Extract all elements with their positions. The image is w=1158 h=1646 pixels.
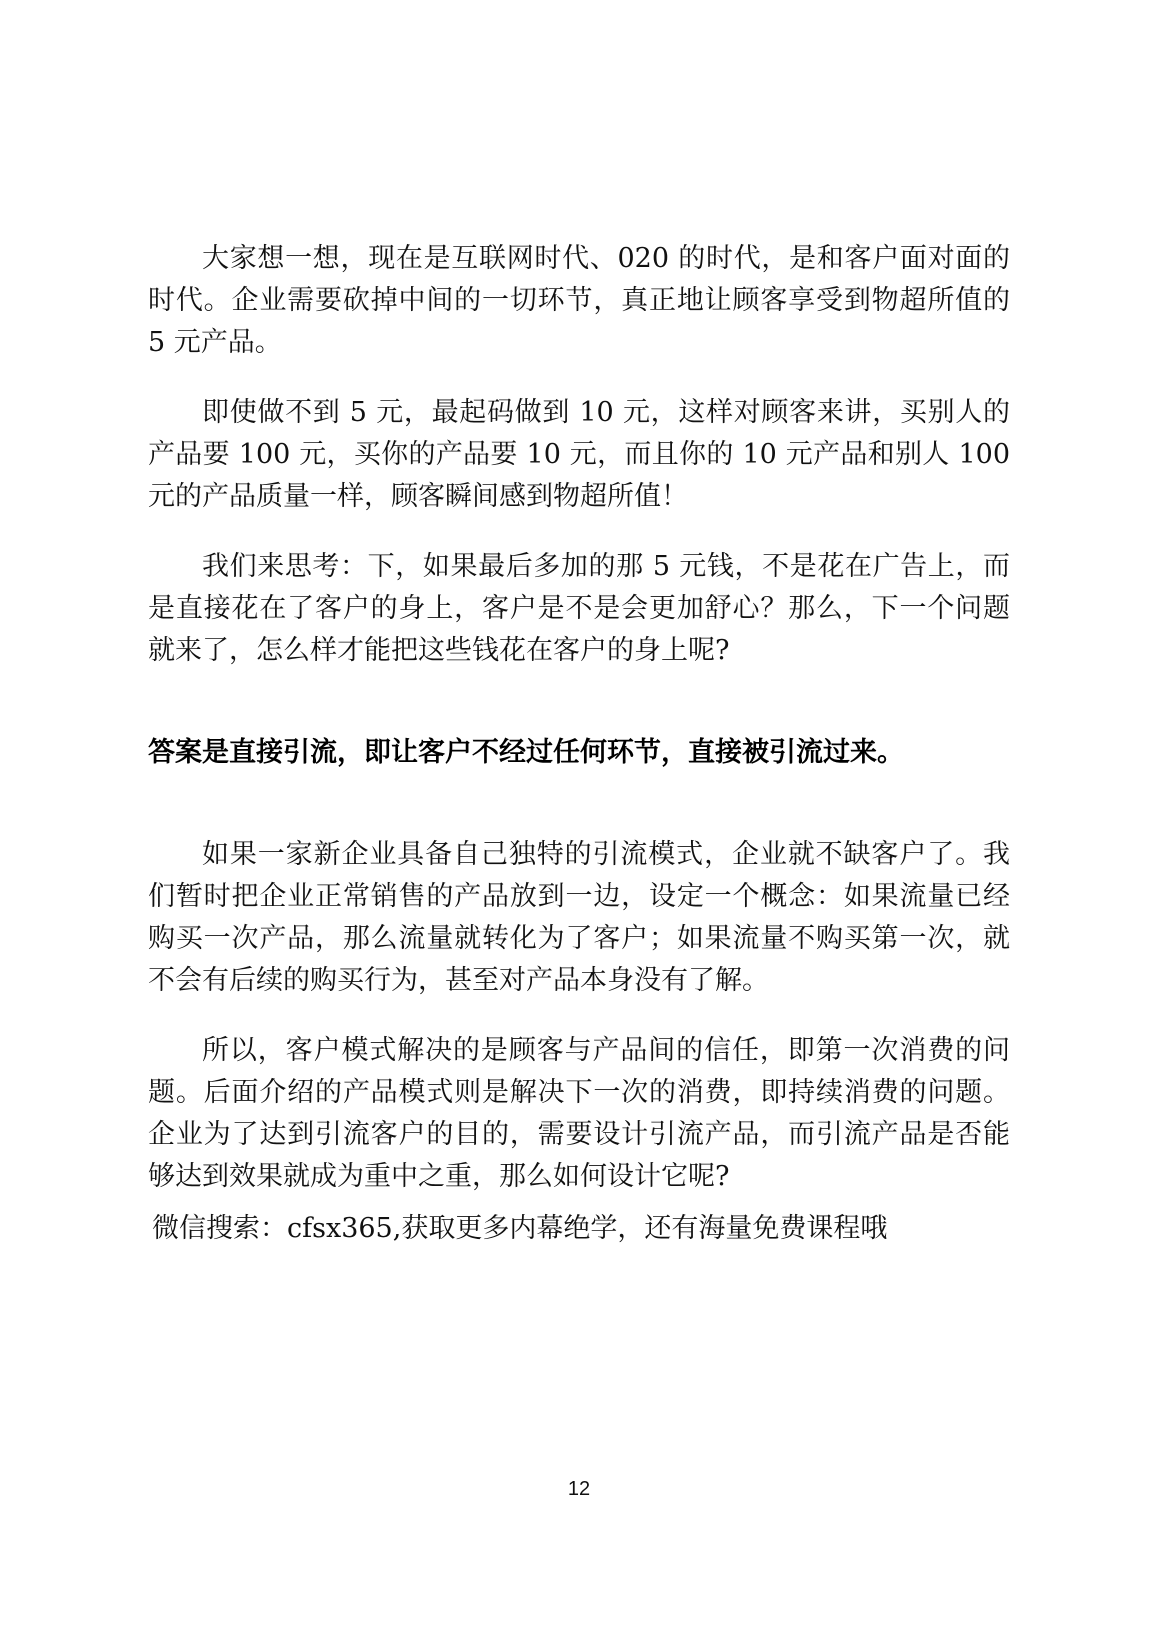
bold-heading: 答案是直接引流，即让客户不经过任何环节，直接被引流过来。 <box>148 737 904 768</box>
paragraph-1: 大家想一想，现在是互联网时代、020 的时代，是和客户面对面的时代。企业需要砍掉中间的一切环节，真正地让顾客享受到物超所值的 5 元产品。 <box>148 243 1010 358</box>
page-number: 12 <box>567 1478 591 1500</box>
wechat-notice: 微信搜索：cfsx365,获取更多内幕绝学，还有海量免费课程哦 <box>152 1213 888 1244</box>
paragraph-4: 如果一家新企业具备自己独特的引流模式，企业就不缺客户了。我们暂时把企业正常销售的产品放到一边，设定一个概念：如果流量已经购买一次产品，那么流量就转化为了客户；如果流量不购买第一次，就不会有后续的购买行为，甚至对产品本身没有了解。 <box>148 839 1010 996</box>
paragraph-2: 即使做不到 5 元，最起码做到 10 元，这样对顾客来讲，买别人的产品要 100 元，买你的产品要 10 元，而且你的 10 元产品和别人 100 元的产品质量一样，顾客瞬间感到物超所值！ <box>148 397 1010 512</box>
paragraph-3: 我们来思考：下，如果最后多加的那 5 元钱，不是花在广告上，而是直接花在了客户的身上，客户是不是会更加舒心？那么，下一个问题就来了，怎么样才能把这些钱花在客户的身上呢? <box>148 551 1010 666</box>
paragraph-5: 所以，客户模式解决的是顾客与产品间的信任，即第一次消费的问题。后面介绍的产品模式则是解决下一次的消费，即持续消费的问题。企业为了达到引流客户的目的，需要设计引流产品，而引流产品是否能够达到效果就成为重中之重，那么如何设计它呢? <box>148 1035 1010 1192</box>
page-content <box>148 238 1010 1250</box>
